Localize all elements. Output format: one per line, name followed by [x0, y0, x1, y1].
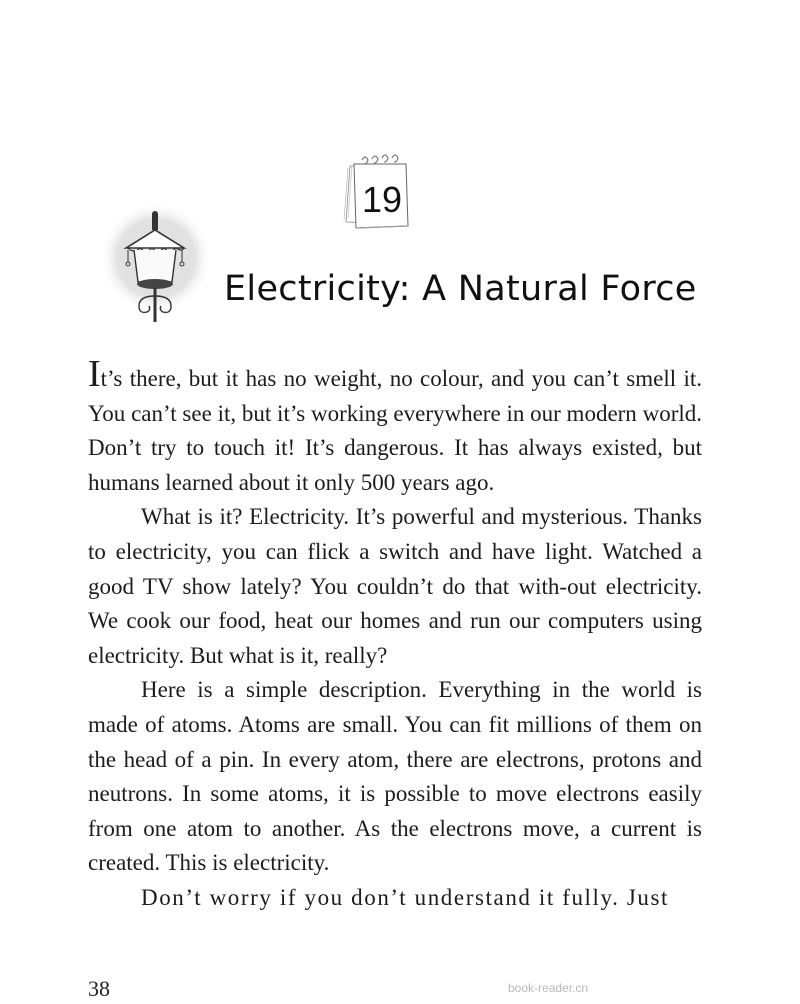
- chapter-title: Electricity: A Natural Force: [224, 269, 697, 309]
- paragraph-1: [88, 353, 702, 500]
- watermark: book-reader.cn: [508, 981, 589, 995]
- page-number: 38: [88, 976, 110, 1001]
- drop-cap: I: [88, 353, 101, 395]
- chapter-number: 19: [362, 179, 403, 220]
- paragraph-4: Don’t worry if you don’t understand it fully. Just: [141, 884, 670, 910]
- paragraph-2: What is it? Electricity. It’s powerful and mysterious. Thanks to electricity, you can flick a switch and have light. Watched a good TV show lately? You couldn’t do that with-out electricity. We cook our food, heat our homes and run our computers using electricity. But what is it, really?: [88, 504, 702, 668]
- paragraph-text: t’s there, but it has no weight, no colour, and you can’t smell it. You can’t see it, but it’s working everywhere in our modern world. Don’t try to touch it! It’s dangerous. It has always existed, but humans learned about it only 500 years ago.: [88, 366, 702, 495]
- chapter-body: [88, 353, 702, 916]
- street-lamp-icon: [96, 196, 226, 326]
- paragraph-3: Here is a simple description. Everything in the world is made of atoms. Atoms are small. You can fit millions of them on the head of a pin. In every atom, there are electrons, protons and neutrons. In some atoms, it is possible to move electrons easily from one atom to another. As the electrons move, a current is created. This is electricity.: [88, 677, 702, 876]
